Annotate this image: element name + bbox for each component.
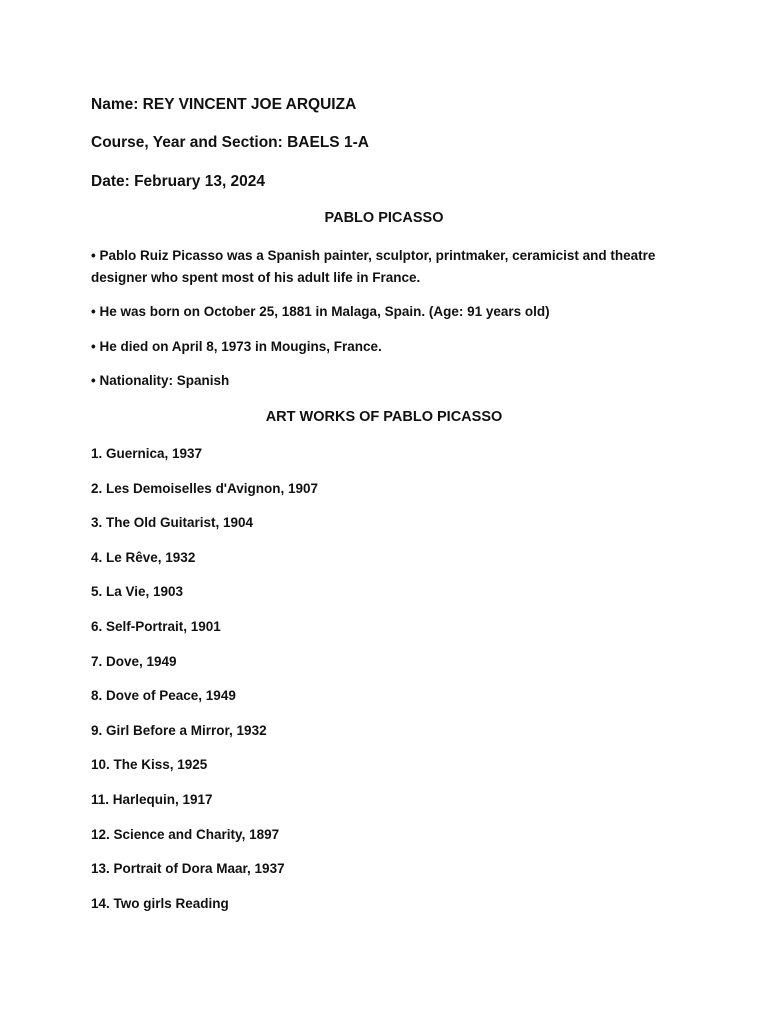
list-item: 8. Dove of Peace, 1949 <box>91 688 236 704</box>
document-date: Date: February 13, 2024 <box>91 173 266 190</box>
list-item: 4. Le Rêve, 1932 <box>91 549 196 565</box>
list-item: 5. La Vie, 1903 <box>91 584 184 600</box>
list-item: 6. Self-Portrait, 1901 <box>91 618 221 634</box>
list-item: 14. Two girls Reading <box>91 895 229 911</box>
student-name: Name: REY VINCENT JOE ARQUIZA <box>91 96 357 113</box>
list-item: 11. Harlequin, 1917 <box>91 791 213 807</box>
list-item: 2. Les Demoiselles d'Avignon, 1907 <box>91 480 319 496</box>
list-item: 12. Science and Charity, 1897 <box>91 826 280 842</box>
artworks-list <box>91 445 318 929</box>
list-item: 1. Guernica, 1937 <box>91 446 203 461</box>
list-item: 7. Dove, 1949 <box>91 653 177 669</box>
bio-bullet-nationality: • Nationality: Spanish <box>91 373 230 388</box>
list-item: 10. The Kiss, 1925 <box>91 757 208 773</box>
bio-title: PABLO PICASSO <box>324 210 444 226</box>
list-item: 9. Girl Before a Mirror, 1932 <box>91 722 267 738</box>
course-year-section: Course, Year and Section: BAELS 1-A <box>91 134 369 151</box>
bio-bullet-intro: • Pablo Ruiz Picasso was a Spanish painter, sculptor, printmaker, ceramicist and theatre designer who spent most of his adult life in France. <box>91 248 656 285</box>
bio-bullet-born: • He was born on October 25, 1881 in Malaga, Spain. (Age: 91 years old) <box>91 304 550 319</box>
list-item: 3. The Old Guitarist, 1904 <box>91 515 254 531</box>
list-item: 13. Portrait of Dora Maar, 1937 <box>91 861 285 877</box>
bio-bullet-died: • He died on April 8, 1973 in Mougins, France. <box>91 339 382 354</box>
artworks-title: ART WORKS OF PABLO PICASSO <box>265 409 503 425</box>
